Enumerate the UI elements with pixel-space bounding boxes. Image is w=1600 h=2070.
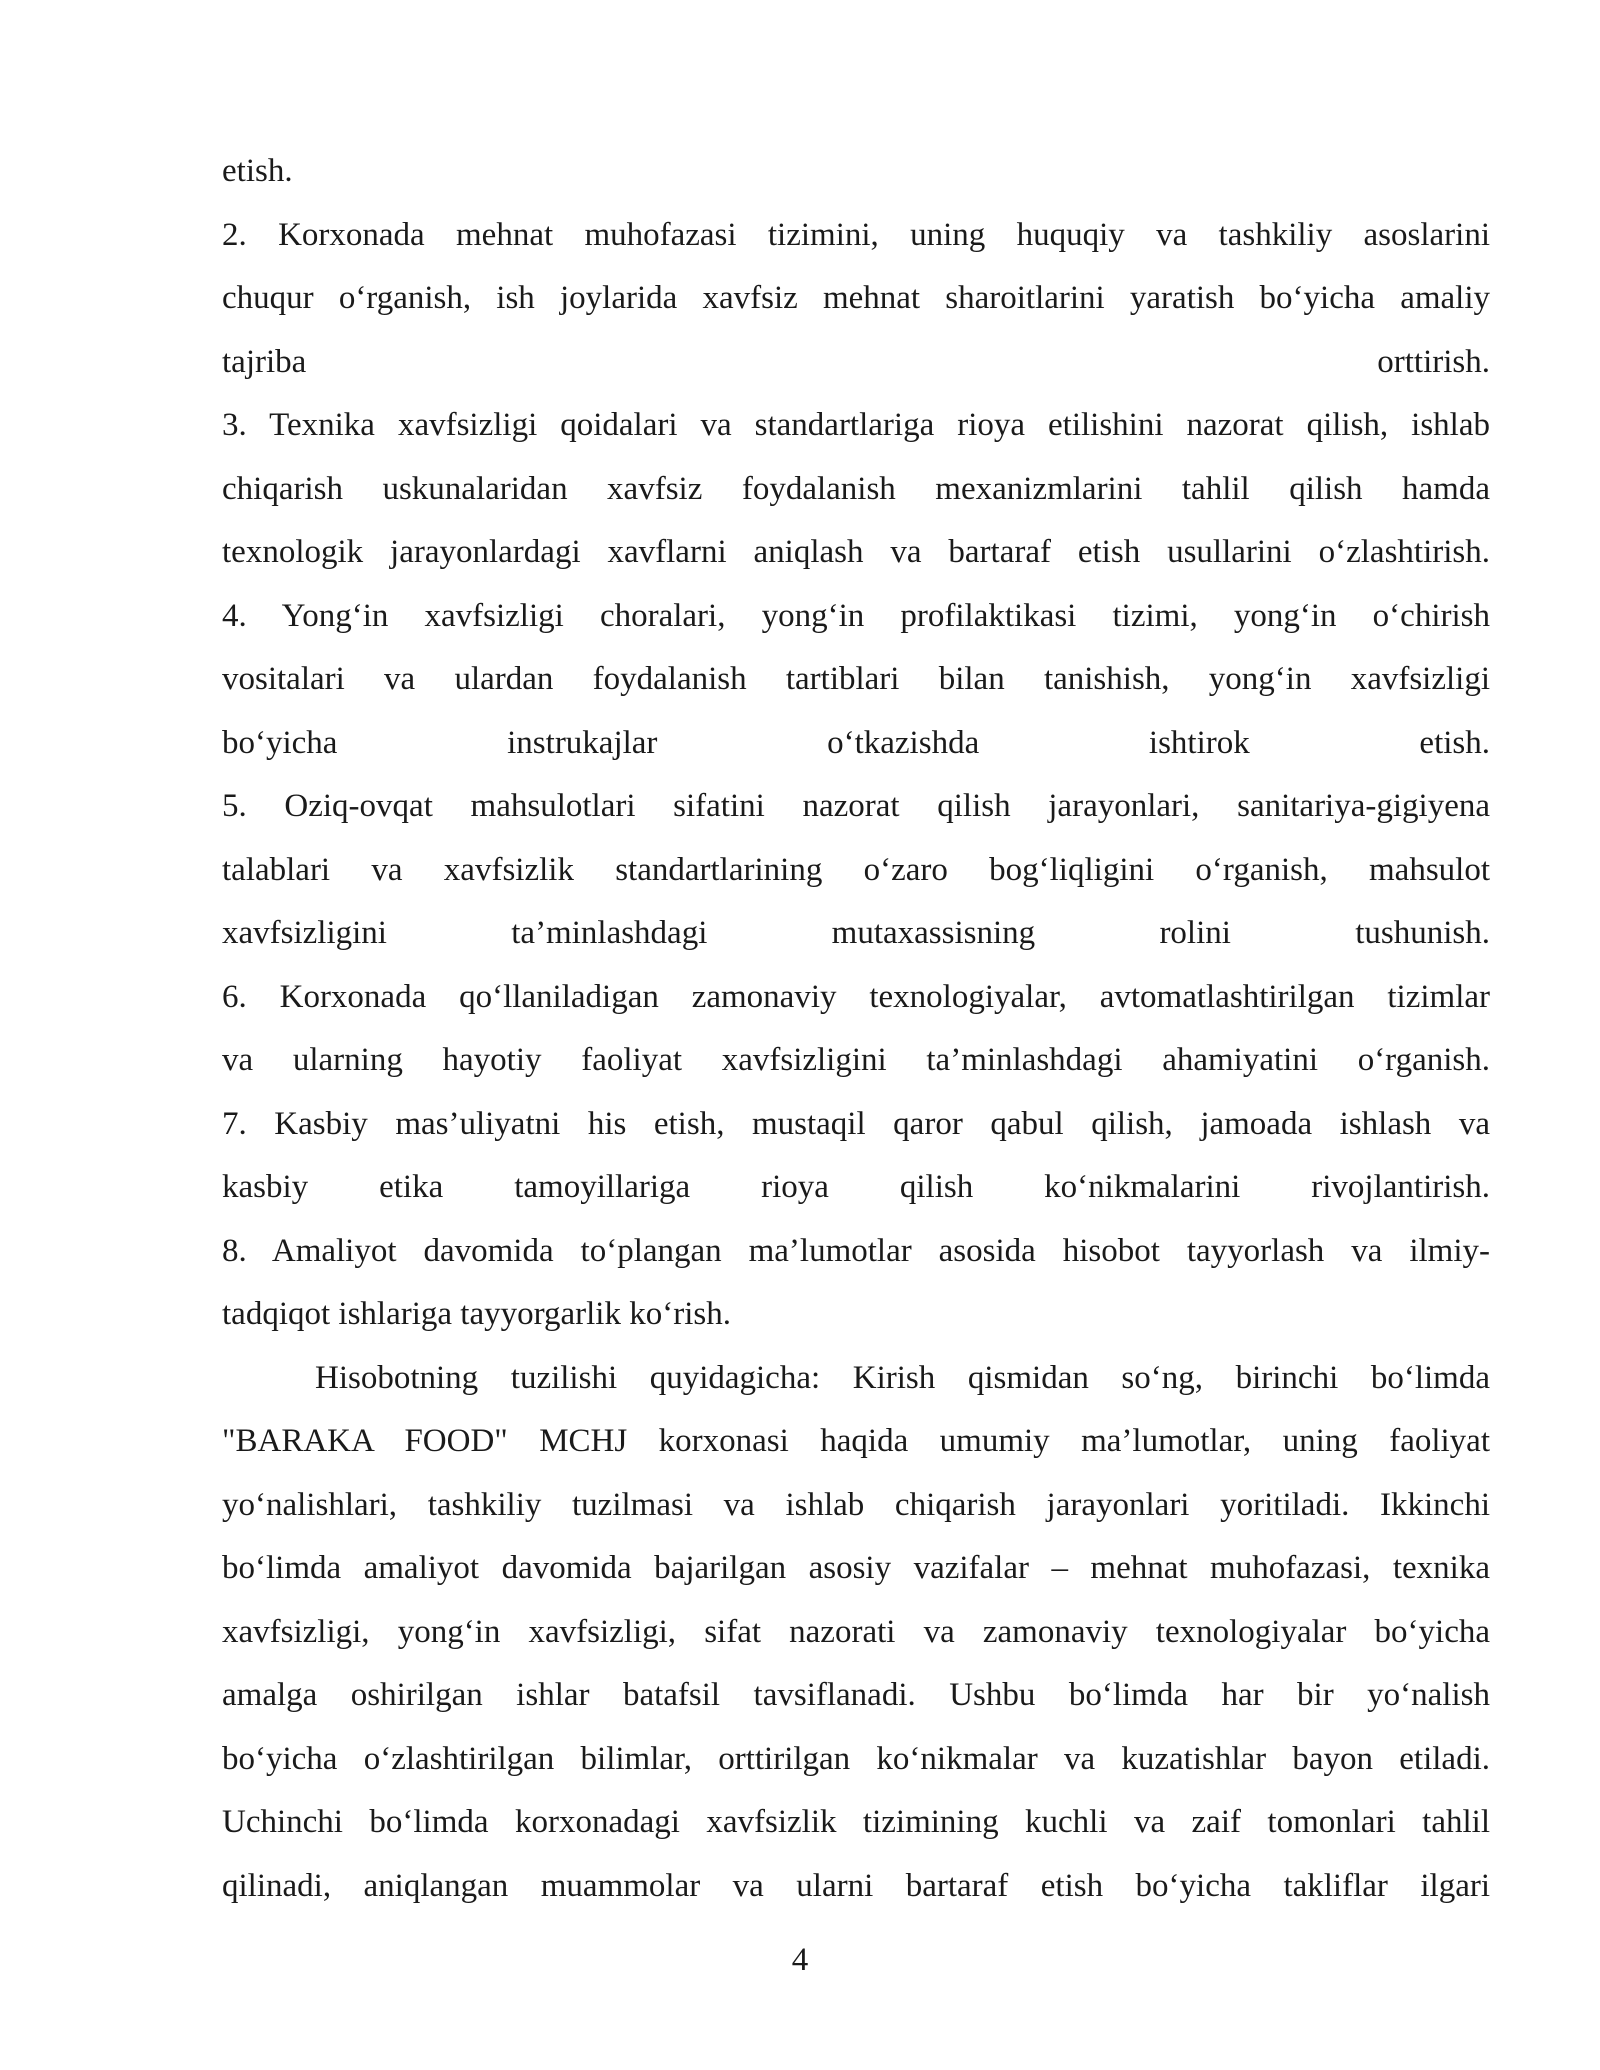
text-line: yo‘nalishlari, tashkiliy tuzilmasi va ishlab chiqarish jarayonlari yoritiladi. Ikkinchi [222,1486,1490,1523]
text-line: talablari va xavfsizlik standartlarining o‘zaro bog‘liqligini o‘rganish, mahsulot [222,851,1490,888]
text-line: bo‘yicha o‘zlashtirilgan bilimlar, orttirilgan ko‘nikmalar va kuzatishlar bayon etiladi. [222,1740,1490,1777]
text-line: bo‘limda amaliyot davomida bajarilgan asosiy vazifalar – mehnat muhofazasi, texnika [222,1550,1490,1586]
text-line: 7. Kasbiy mas’uliyatni his etish, mustaqil qaror qabul qilish, jamoada ishlash va [222,1105,1490,1142]
text-line: xavfsizligi, yong‘in xavfsizligi, sifat nazorati va zamonaviy texnologiyalar bo‘yicha [222,1613,1490,1650]
text-line: 5. Oziq-ovqat mahsulotlari sifatini nazorat qilish jarayonlari, sanitariya-gigiyena [222,788,1490,824]
text-line: 2. Korxonada mehnat muhofazasi tizimini, uning huquqiy va tashkiliy asoslarini [222,216,1490,253]
page-number: 4 [791,1942,809,1978]
text-line: texnologik jarayonlardagi xavflarni aniqlash va bartaraf etish usullarini o‘zlashtirish. [222,534,1490,570]
text-line: kasbiy etika tamoyillariga rioya qilish ko‘nikmalarini rivojlantirish. [222,1169,1490,1205]
text-line: Uchinchi bo‘limda korxonadagi xavfsizlik tizimining kuchli va zaif tomonlari tahlil [222,1804,1490,1840]
text-line: "BARAKA FOOD" MCHJ korxonasi haqida umumiy ma’lumotlar, uning faoliyat [222,1423,1490,1459]
text-line: va ularning hayotiy faoliyat xavfsizligini ta’minlashdagi ahamiyatini o‘rganish. [222,1042,1490,1078]
text-line: etish. [222,153,293,189]
text-line: 3. Texnika xavfsizligi qoidalari va standartlariga rioya etilishini nazorat qilish, ishlab [222,407,1490,443]
text-line: qilinadi, aniqlangan muammolar va ularni bartaraf etish bo‘yicha takliflar ilgari [222,1867,1490,1904]
text-line: tadqiqot ishlariga tayyorgarlik ko‘rish. [222,1296,731,1332]
text-line: 4. Yong‘in xavfsizligi choralari, yong‘in profilaktikasi tizimi, yong‘in o‘chirish [222,597,1490,634]
text-line: xavfsizligini ta’minlashdagi mutaxassisning rolini tushunish. [222,915,1490,951]
text-line: 8. Amaliyot davomida to‘plangan ma’lumotlar asosida hisobot tayyorlash va ilmiy- [222,1232,1490,1269]
text-line: 6. Korxonada qo‘llaniladigan zamonaviy texnologiyalar, avtomatlashtirilgan tizimlar [222,978,1490,1015]
text-line: chiqarish uskunalaridan xavfsiz foydalanish mexanizmlarini tahlil qilish hamda [222,470,1490,507]
text-line: Hisobotning tuzilishi quyidagicha: Kirish qismidan so‘ng, birinchi bo‘limda [315,1359,1490,1396]
text-line: bo‘yicha instrukajlar o‘tkazishda ishtirok etish. [222,724,1490,761]
text-line: chuqur o‘rganish, ish joylarida xavfsiz mehnat sharoitlarini yaratish bo‘yicha amaliy [222,280,1490,316]
text-line: amalga oshirilgan ishlar batafsil tavsiflanadi. Ushbu bo‘limda har bir yo‘nalish [222,1677,1490,1713]
text-line: vositalari va ulardan foydalanish tartiblari bilan tanishish, yong‘in xavfsizligi [222,661,1490,697]
text-line: tajriba orttirish. [222,343,1490,380]
document-page [222,140,1490,1918]
